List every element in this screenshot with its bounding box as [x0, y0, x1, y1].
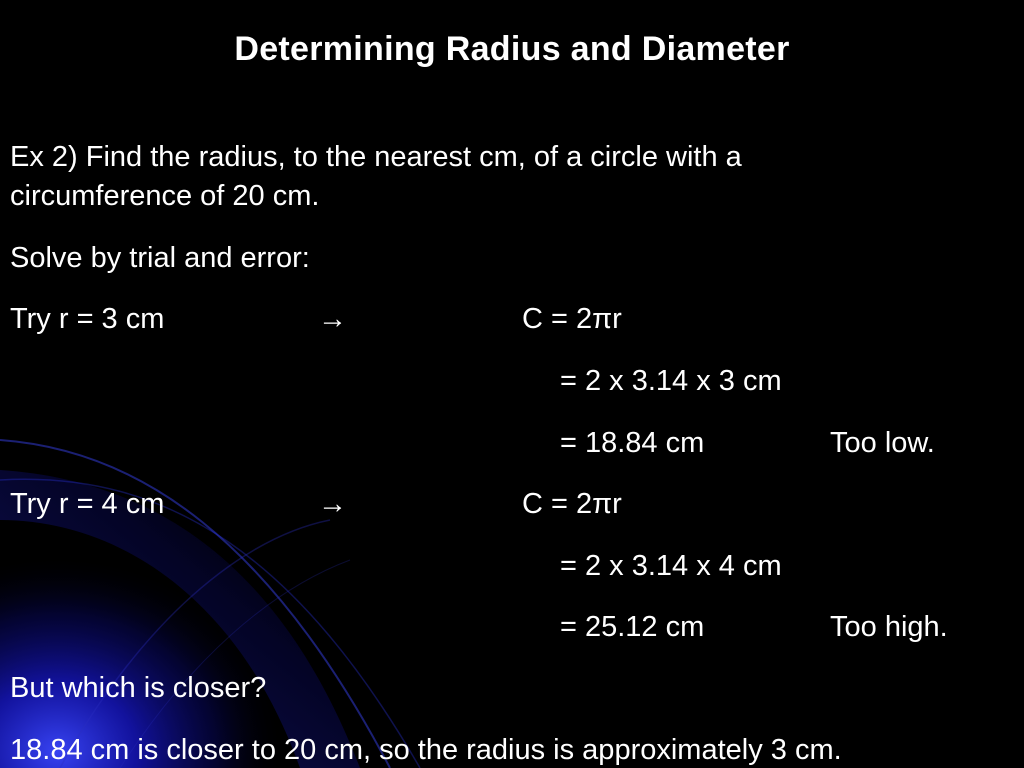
try2-step1: = 2 x 3.14 x 4 cm — [560, 550, 782, 582]
method-text: Solve by trial and error: — [10, 242, 310, 274]
question-text: But which is closer? — [10, 672, 267, 704]
try2-step2: = 25.12 cm — [560, 611, 705, 643]
try1-arrow-icon: → — [318, 303, 347, 335]
try1-verdict: Too low. — [830, 427, 935, 459]
slide-title: Determining Radius and Diameter — [234, 30, 790, 68]
conclusion-text: 18.84 cm is closer to 20 cm, so the radius is approximately 3 cm. — [10, 734, 842, 766]
problem-statement-line-2: circumference of 20 cm. — [10, 180, 320, 212]
try2-label: Try r = 4 cm — [10, 488, 165, 520]
problem-statement-line-1: Ex 2) Find the radius, to the nearest cm, of a circle with a — [10, 141, 742, 173]
try2-arrow-icon: → — [318, 488, 347, 520]
try1-label: Try r = 3 cm — [10, 303, 165, 335]
try1-formula: C = 2πr — [522, 303, 622, 335]
try2-formula: C = 2πr — [522, 488, 622, 520]
try1-step2: = 18.84 cm — [560, 427, 705, 459]
try2-verdict: Too high. — [830, 611, 948, 643]
try1-step1: = 2 x 3.14 x 3 cm — [560, 365, 782, 397]
